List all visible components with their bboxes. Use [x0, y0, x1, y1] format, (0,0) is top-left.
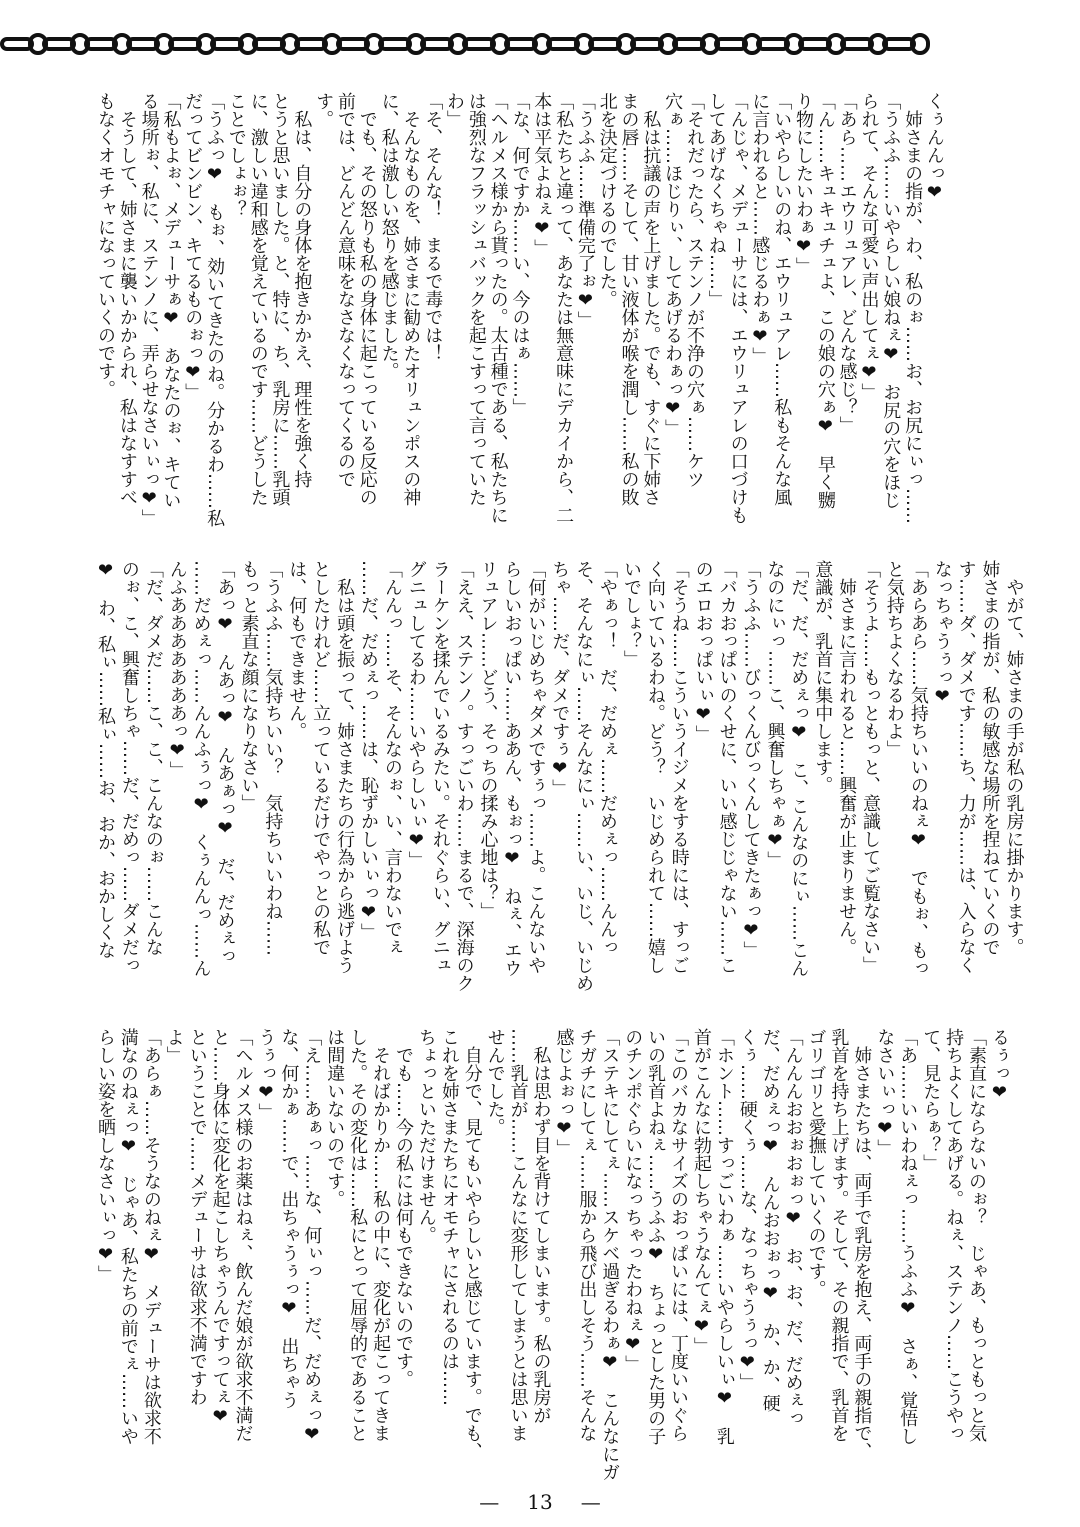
text-column: 「うふふ……いやらしい娘ねぇ❤ お尻の穴をほじ	[880, 92, 902, 509]
text-column: うぅっ❤」	[255, 1028, 277, 1121]
text-column: 「だ、ダメだ……こ、こ、こんなのぉ……こんな	[142, 560, 164, 956]
text-column: だってビンビン、キてるものぉっ❤」	[182, 92, 204, 401]
text-column: 私は、自分の身体を抱きかかえ、理性を強く持	[291, 92, 313, 488]
text-column: せんでした。	[484, 1028, 506, 1136]
text-column: と……身体に変化を起こしちゃうんですってぇ❤	[209, 1028, 231, 1427]
text-column: なのにぃっ……こ、興奮しちゃぁ❤」	[764, 560, 786, 869]
text-column: そ、そんなにぃ……そんなにぃ……い、いじ、いじめ	[573, 560, 595, 992]
text-column: 前では、どんどん意味をなさなくなってくるので	[334, 92, 356, 488]
text-column: してあげなくちゃね……」	[705, 92, 727, 308]
text-column: これを姉さまたちにオモチャにされるのは……	[438, 1028, 460, 1406]
text-column: でも、その怒りも私の身体に起こっている反応の	[356, 92, 378, 506]
text-column: は強烈なフラッシュバックを起こすって言っていた	[465, 92, 487, 506]
text-column: まの唇……そして、甘い液体が喉を潤し……私の敗	[618, 92, 640, 506]
text-column: 「ステキにしてぇ……スケベ過ぎるわぁ❤ こんなにガ	[599, 1028, 621, 1481]
chain-border-decoration	[0, 30, 1080, 58]
text-column: 「私もよぉ、メデューサぁ❤ あなたのぉ、キてい	[160, 92, 182, 509]
text-column: は間違いないのです。	[324, 1028, 346, 1208]
text-column: くぅ……硬くぅ……な、なっちゃうぅっ❤」	[736, 1028, 758, 1391]
text-column: ……乳首が……こんなに変形してしまうとは思いま	[507, 1028, 529, 1442]
text-column: ちょっといただけません。	[415, 1028, 437, 1244]
text-column: グニュしてるわ……いやらしいぃ❤」	[405, 560, 427, 869]
text-column: 「あらあら……気持ちいいのねぇ❤ でもぉ、もっ	[907, 560, 929, 977]
text-column: に、私は激しい怒りを感じました。	[378, 92, 400, 380]
text-column: そればかりか……私の中に、変化が起こってきま	[370, 1028, 392, 1442]
text-column: 本は平気よねぇ❤」	[531, 92, 553, 257]
text-column: 姉さまの指が、私の敏感な場所を捏ねていくので	[979, 560, 1001, 956]
text-column: 「うふっ❤ もぉ、効いてきたのね。分かるわ……私	[204, 92, 226, 527]
text-column: らしい姿を晒しなさいぃっ❤」	[95, 1028, 116, 1283]
text-column: 「な、何ですか……い、今のはぁ……」	[509, 92, 531, 416]
text-column: 姉さまの指が、わ、私のぉ……お、お尻にぃっ……	[902, 92, 924, 524]
text-column: した。その変化は……私にとって屈辱的であること	[347, 1028, 369, 1442]
text-column: 「あら……エウリュアレ、どんな感じ？」	[836, 92, 858, 434]
dash-left: —	[479, 1490, 500, 1514]
text-column: 「ええ、ステンノ。すっごいわ……まるで、深海のク	[453, 560, 475, 992]
text-column: 意識が、乳首に集中します。	[812, 560, 834, 794]
text-column: なっちゃうぅっ❤	[931, 560, 953, 707]
text-column: のぉ、こ、興奮しちゃ……だ、だめっ……ダメだっ	[118, 560, 140, 974]
text-column: 「うふふ……気持ちいい？ 気持ちいいわね……	[262, 560, 284, 956]
text-column: 「ヘルメス様のお薬はねぇ、飲んだ娘が欲求不満だ	[232, 1028, 254, 1442]
text-column: 感じよぉっ❤」	[553, 1028, 575, 1157]
text-column: は、何もできません。	[286, 560, 308, 740]
text-column: 「それだったら、ステンノが不浄の穴ぁ……ケツ	[683, 92, 705, 488]
text-column: 「いやらしいのね、エウリュアレ……私もそんな風	[771, 92, 793, 506]
text-column: 「だ、だ、だめぇっ❤ こ、こんなのにぃ……こん	[788, 560, 810, 977]
text-column: でも……今の私には何もできないのです。	[392, 1028, 414, 1388]
text-column: もっと素直な顔になりなさい」	[238, 560, 260, 812]
text-column: そうして、姉さまに襲いかかられ、私はなすすべ	[116, 92, 138, 506]
text-column: な、何かぁ……で、出ちゃうぅっ❤ 出ちゃう	[278, 1028, 300, 1409]
text-column: 「うふふ……びっくんびっくんしてきたぁっ❤」	[740, 560, 762, 959]
text-column: 「そうよ……もっともっと、意識してご覧なさい」	[860, 560, 881, 974]
text-column: 首がこんなに勃起しちゃうなんてぇ❤」	[690, 1028, 712, 1355]
text-column: 自分で、見てもいやらしいと感じています。でも、	[461, 1028, 483, 1460]
text-column: に、激しい違和感を覚えているのです……どうした	[247, 92, 269, 506]
text-column: よ」	[163, 1028, 185, 1064]
text-column: のエロおっぱいぃ❤」	[692, 560, 714, 743]
text-column: 「んじゃ、メデューサには、エウリュアレの口づけも	[727, 92, 749, 524]
text-column: んふあああああああっ❤」	[166, 560, 188, 779]
text-column: 乳首を持ち上げます。そして、その親指で、乳首を	[828, 1028, 850, 1442]
text-column: 満なのねぇっ❤ じゃあ、私たちの前でぇ……いや	[117, 1028, 139, 1445]
text-column: のチンポぐらいになっちゃったわねぇ❤」	[622, 1028, 644, 1373]
text-column: 「ん……キュキュチュよ、この娘の穴ぁ❤ 早く嬲	[814, 92, 836, 509]
text-column: く向いているわね。どう？ いじめられて……嬉し	[644, 560, 666, 974]
text-column: リュアレ……どう、そっちの揉み心地は？」	[477, 560, 499, 920]
text-block-middle	[95, 560, 1025, 1020]
text-column: 「うふふ……準備完了ぉ❤」	[574, 92, 596, 329]
text-column: らしいおっぱい……ああん、もぉっ❤ ねぇ、エウ	[501, 560, 523, 977]
text-column: 「え……あぁっ……な、何ぃっ……だ、だめぇっ❤	[301, 1028, 323, 1445]
text-column: としたけれど……立っているだけでやっとの私で	[310, 560, 332, 956]
text-column: す。	[313, 92, 335, 128]
text-column: ラーケンを揉んでいるみたい。それぐらい、グニュ	[429, 560, 451, 974]
text-column: 「あ……いいわねぇっ……うふふ❤ さぁ、覚悟し	[897, 1028, 919, 1445]
text-column: わ」	[444, 92, 465, 128]
chain-link	[910, 33, 930, 55]
text-column: るぅっ❤	[988, 1028, 1010, 1103]
dash-right: —	[580, 1490, 601, 1514]
text-column: 「バカおっぱいのくせに、いい感じじゃない……こ	[716, 560, 738, 974]
text-column: り物にしたいわぁ❤」	[793, 92, 814, 275]
text-column: 「やぁっ！ だ、だめぇ……だめぇっ……んんっ	[597, 560, 619, 956]
text-column: られて、そんな可愛い声出してぇ❤」	[858, 92, 880, 401]
text-column: 「あらぁ……そうなのねぇ❤ メデューサは欲求不	[140, 1028, 162, 1445]
text-column: ……だめぇっ……んんふぅっ❤ くぅんんっ……ん	[190, 560, 212, 977]
text-block-bottom	[95, 1028, 1010, 1483]
text-column: いの乳首よねぇ……うふふ❤ ちょっとした男の子	[645, 1028, 667, 1445]
text-column: 「素直にならないのぉ？ じゃあ、もっともっと気	[966, 1028, 988, 1442]
text-block-top	[95, 92, 945, 552]
text-column: ということで……メデューサは欲求不満ですわ	[186, 1028, 208, 1406]
text-column: 私は頭を振って、姉さまたちの行為から逃げよう	[334, 560, 356, 974]
text-column: 私は思わず目を背けてしまいます。私の乳房が	[530, 1028, 552, 1424]
text-column: 「そ、そんな！ まるで毒では！	[422, 92, 444, 362]
text-column: 「ヘルメス様から貰ったの。太古種である、私たちに	[487, 92, 509, 524]
text-column: だ、だめぇっ❤ んんおおぉっ❤ か、か、硬	[759, 1028, 781, 1412]
text-column: 「んんっ……そ、そんなのぉ、い、言わないでぇ	[381, 560, 403, 956]
text-column: す……ダ、ダメです……ち、力が……は、入らなく	[955, 560, 977, 974]
page-number-footer	[0, 1490, 1080, 1514]
text-column: ……だ、だめぇっ……は、恥ずかしいぃっ❤」	[357, 560, 379, 941]
text-column: 持ちよくしてあげる。ねぇ、ステンノ……こうやっ	[943, 1028, 965, 1442]
text-column: なさいぃっ❤」	[874, 1028, 896, 1157]
text-column: そんなものを、姉さまに勧めたオリュンポスの神	[400, 92, 422, 506]
text-column: 「私たちと違って、あなたは無意味にデカイから、二	[553, 92, 575, 524]
page-number: 13	[527, 1490, 553, 1514]
text-column: 「んんんおおぉおぉっ❤ お、お、だ、だめぇっ	[782, 1028, 804, 1427]
text-column: に言われると……感じるわぁ❤」	[749, 92, 771, 365]
text-column: 「そうね……こういうイジメをする時には、すっご	[668, 560, 690, 974]
text-column: いでしょ？」	[620, 560, 642, 668]
text-column: ことでしょぉ？	[225, 92, 247, 218]
text-column: て、見たらぁ？」	[920, 1028, 942, 1172]
text-column: くぅんんっ❤	[923, 92, 945, 203]
text-column: ゴリゴリと愛撫していくのです。	[805, 1028, 827, 1298]
text-column: 「何がいじめちゃダメですぅっ……よ。こんないや	[525, 560, 547, 974]
text-column: とうと思いました。と、特に、ち、乳房に……乳頭	[269, 92, 291, 506]
text-column: 私は抗議の声を上げました。でも、すぐに下姉さ	[640, 92, 662, 506]
text-column: 「このバカなサイズのおっぱいには、丁度いいぐら	[668, 1028, 690, 1442]
text-column: る場所ぉ、私に、ステンノに、弄らせなさいぃっ❤」	[138, 92, 160, 527]
text-column: 北を決定づけるのでした。	[596, 92, 618, 308]
text-column: 姉さまたちは、両手で乳房を抱え、両手の親指で、	[851, 1028, 873, 1460]
text-column: やがて、姉さまの手が私の乳房に掛かります。	[1003, 560, 1025, 956]
text-column: ❤ わ、私ぃ……私ぃ……お、おか、おかしくな	[95, 560, 116, 959]
text-column: 「ホント……すっごいわぁ……いやらしいぃ❤ 乳	[713, 1028, 735, 1445]
text-column: 穴ぁ……ほじりぃ、してあげるわぁっ❤」	[662, 92, 684, 437]
text-column: もなくオモチャになっていくのです。	[95, 92, 116, 398]
text-column: 「あっ❤ んあっ❤ んあぁっ❤ だ、だめぇっ	[214, 560, 236, 965]
text-column: ちゃ……だ、ダメですぅ❤」	[549, 560, 571, 797]
text-column: 姉さまに言われると……興奮が止まりません。	[836, 560, 858, 956]
text-column: と気持ちよくなるわよ」	[883, 560, 905, 758]
text-column: チガチにしてぇ……服から飛び出しそう……そんな	[576, 1028, 598, 1442]
